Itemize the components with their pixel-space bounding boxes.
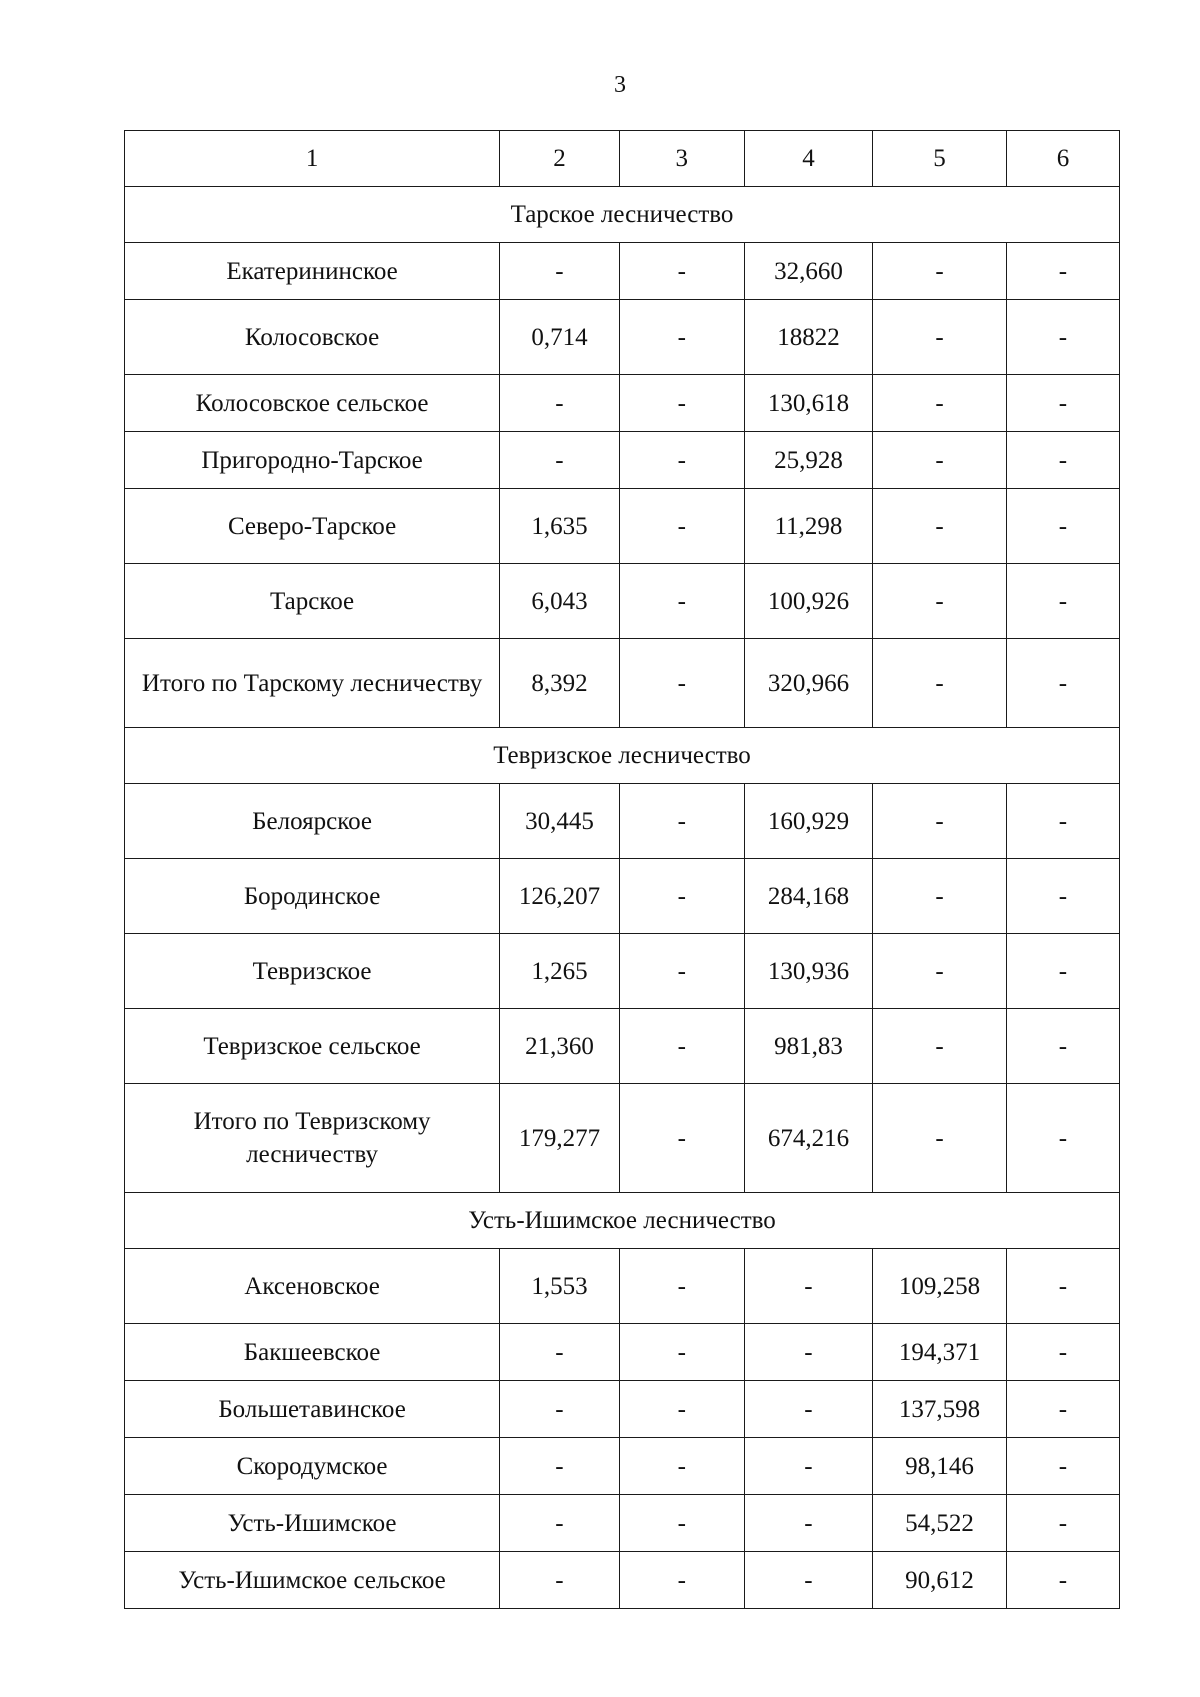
value-col-5: - [873, 784, 1007, 859]
value-col-5: 109,258 [873, 1249, 1007, 1324]
value-col-2: - [500, 1552, 620, 1609]
column-number-4: 4 [744, 131, 872, 187]
value-col-5: - [873, 564, 1007, 639]
value-col-5: - [873, 375, 1007, 432]
value-col-6: - [1006, 1381, 1119, 1438]
value-col-5: - [873, 300, 1007, 375]
column-number-1: 1 [125, 131, 500, 187]
district-name: Бородинское [125, 859, 500, 934]
value-col-4: 981,83 [744, 1009, 872, 1084]
value-col-5: - [873, 432, 1007, 489]
value-col-5: 98,146 [873, 1438, 1007, 1495]
value-col-5: - [873, 1009, 1007, 1084]
value-col-6: - [1006, 1552, 1119, 1609]
value-col-5: - [873, 243, 1007, 300]
table-row [125, 934, 1120, 1009]
value-col-4: 18822 [744, 300, 872, 375]
value-col-4: - [744, 1552, 872, 1609]
value-col-5: 194,371 [873, 1324, 1007, 1381]
page-number: 3 [614, 72, 626, 98]
value-col-3: - [619, 1438, 744, 1495]
value-col-6: - [1006, 1324, 1119, 1381]
table-row [125, 375, 1120, 432]
value-col-3: - [619, 934, 744, 1009]
value-col-2: 0,714 [500, 300, 620, 375]
value-col-2: 1,265 [500, 934, 620, 1009]
value-col-2: - [500, 432, 620, 489]
value-col-6: - [1006, 934, 1119, 1009]
district-name: Тевризское сельское [125, 1009, 500, 1084]
value-col-2: - [500, 243, 620, 300]
value-col-3: - [619, 1324, 744, 1381]
value-col-3: - [619, 639, 744, 728]
column-number-6: 6 [1006, 131, 1119, 187]
table-row [125, 1495, 1120, 1552]
district-name: Усть-Ишимское сельское [125, 1552, 500, 1609]
table-row [125, 784, 1120, 859]
value-col-2: 6,043 [500, 564, 620, 639]
value-col-3: - [619, 1552, 744, 1609]
district-name: Пригородно-Тарское [125, 432, 500, 489]
value-col-5: - [873, 934, 1007, 1009]
value-col-4: - [744, 1438, 872, 1495]
value-col-5: 90,612 [873, 1552, 1007, 1609]
section-title: Тевризское лесничество [125, 728, 1120, 784]
district-name: Екатерининское [125, 243, 500, 300]
table-row [125, 1438, 1120, 1495]
value-col-6: - [1006, 1249, 1119, 1324]
value-col-6: - [1006, 639, 1119, 728]
value-col-4: 32,660 [744, 243, 872, 300]
value-col-6: - [1006, 300, 1119, 375]
table-row [125, 564, 1120, 639]
value-col-3: - [619, 432, 744, 489]
value-col-3: - [619, 1009, 744, 1084]
value-col-6: - [1006, 784, 1119, 859]
value-col-6: - [1006, 432, 1119, 489]
table-row [125, 243, 1120, 300]
table-row-total [125, 1084, 1120, 1193]
district-name: Колосовское сельское [125, 375, 500, 432]
value-col-6: - [1006, 859, 1119, 934]
value-col-6: - [1006, 1495, 1119, 1552]
district-name: Усть-Ишимское [125, 1495, 500, 1552]
value-col-5: 54,522 [873, 1495, 1007, 1552]
column-number-3: 3 [619, 131, 744, 187]
value-col-5: - [873, 1084, 1007, 1193]
value-col-4: 130,936 [744, 934, 872, 1009]
value-col-4: 284,168 [744, 859, 872, 934]
district-name: Бакшеевское [125, 1324, 500, 1381]
value-col-6: - [1006, 564, 1119, 639]
value-col-5: 137,598 [873, 1381, 1007, 1438]
value-col-4: 11,298 [744, 489, 872, 564]
table-row [125, 1324, 1120, 1381]
value-col-2: - [500, 1495, 620, 1552]
column-number-2: 2 [500, 131, 620, 187]
district-name: Большетавинское [125, 1381, 500, 1438]
section-title: Тарское лесничество [125, 187, 1120, 243]
table-row [125, 1552, 1120, 1609]
value-col-2: 30,445 [500, 784, 620, 859]
value-col-3: - [619, 564, 744, 639]
value-col-4: - [744, 1381, 872, 1438]
value-col-4: 320,966 [744, 639, 872, 728]
value-col-2: 8,392 [500, 639, 620, 728]
column-number-5: 5 [873, 131, 1007, 187]
value-col-3: - [619, 859, 744, 934]
table-row [125, 489, 1120, 564]
value-col-3: - [619, 375, 744, 432]
value-col-3: - [619, 1249, 744, 1324]
value-col-4: - [744, 1324, 872, 1381]
table-row [125, 1009, 1120, 1084]
district-name: Итого по Тарскому лесничеству [125, 639, 500, 728]
table-row [125, 1381, 1120, 1438]
value-col-6: - [1006, 1084, 1119, 1193]
section-heading-row [125, 187, 1120, 243]
value-col-5: - [873, 489, 1007, 564]
value-col-2: - [500, 375, 620, 432]
value-col-6: - [1006, 489, 1119, 564]
value-col-3: - [619, 243, 744, 300]
value-col-3: - [619, 489, 744, 564]
value-col-5: - [873, 639, 1007, 728]
value-col-3: - [619, 1381, 744, 1438]
value-col-6: - [1006, 1009, 1119, 1084]
value-col-4: 674,216 [744, 1084, 872, 1193]
value-col-2: 1,553 [500, 1249, 620, 1324]
value-col-3: - [619, 300, 744, 375]
table-row [125, 432, 1120, 489]
value-col-4: - [744, 1249, 872, 1324]
table-row-total [125, 639, 1120, 728]
value-col-2: 179,277 [500, 1084, 620, 1193]
district-name: Аксеновское [125, 1249, 500, 1324]
value-col-4: - [744, 1495, 872, 1552]
value-col-3: - [619, 784, 744, 859]
value-col-5: - [873, 859, 1007, 934]
value-col-4: 160,929 [744, 784, 872, 859]
section-heading-row [125, 728, 1120, 784]
section-heading-row [125, 1193, 1120, 1249]
forestry-table [124, 130, 1120, 1609]
section-title: Усть-Ишимское лесничество [125, 1193, 1120, 1249]
table-row [125, 859, 1120, 934]
table-row [125, 1249, 1120, 1324]
value-col-2: - [500, 1381, 620, 1438]
value-col-2: - [500, 1438, 620, 1495]
value-col-4: 25,928 [744, 432, 872, 489]
district-name: Скородумское [125, 1438, 500, 1495]
table-row [125, 300, 1120, 375]
district-name: Тевризское [125, 934, 500, 1009]
value-col-6: - [1006, 243, 1119, 300]
value-col-2: 1,635 [500, 489, 620, 564]
value-col-3: - [619, 1084, 744, 1193]
column-number-header-row [125, 131, 1120, 187]
value-col-4: 130,618 [744, 375, 872, 432]
value-col-2: - [500, 1324, 620, 1381]
district-name: Северо-Тарское [125, 489, 500, 564]
district-name: Белоярское [125, 784, 500, 859]
value-col-2: 21,360 [500, 1009, 620, 1084]
value-col-2: 126,207 [500, 859, 620, 934]
district-name: Итого по Тевризскому лесничеству [125, 1084, 500, 1193]
value-col-6: - [1006, 1438, 1119, 1495]
district-name: Тарское [125, 564, 500, 639]
value-col-6: - [1006, 375, 1119, 432]
district-name: Колосовское [125, 300, 500, 375]
value-col-3: - [619, 1495, 744, 1552]
value-col-4: 100,926 [744, 564, 872, 639]
